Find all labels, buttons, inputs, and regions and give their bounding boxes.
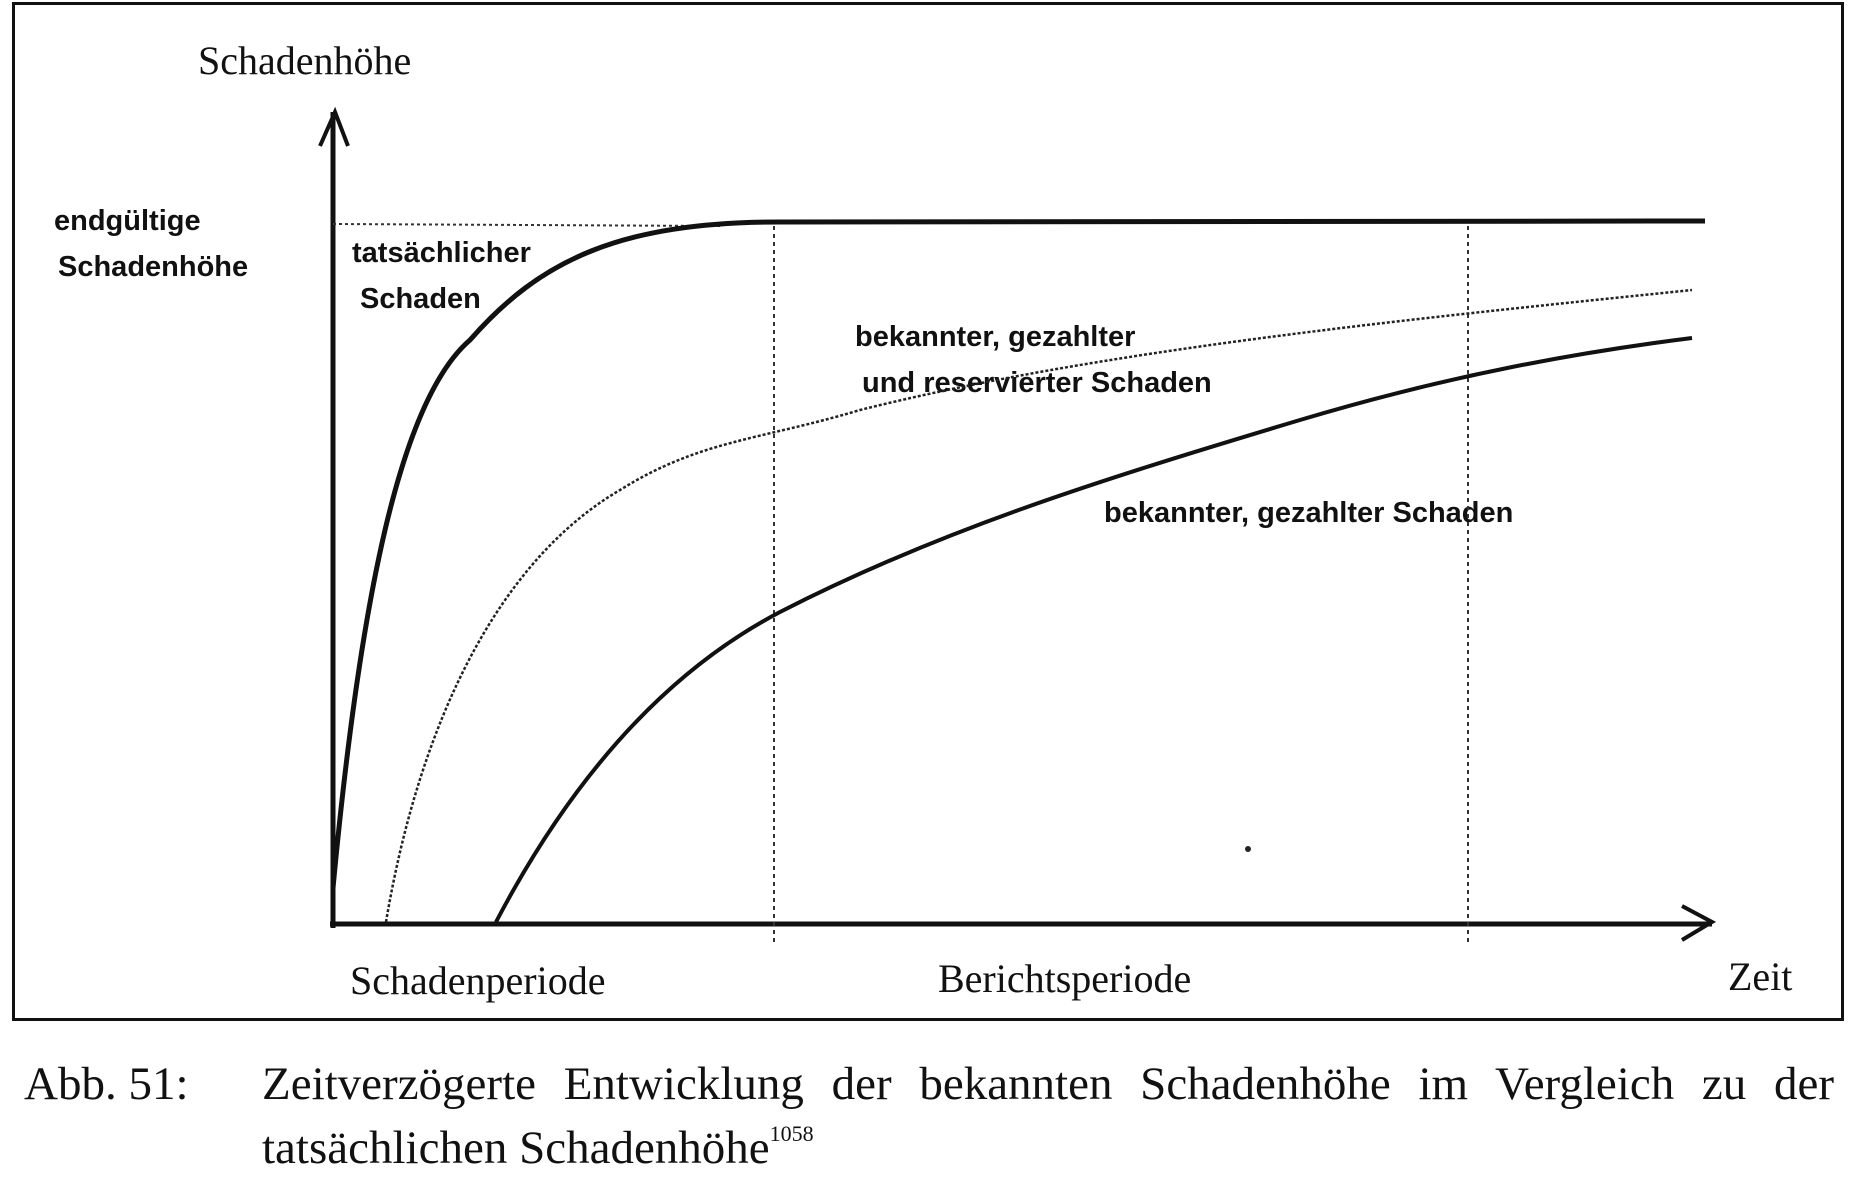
curve-reserved-label-line2: und reservierter Schaden [862, 367, 1212, 399]
y-axis-title: Schadenhöhe [198, 38, 412, 83]
curve-known-paid [496, 338, 1692, 922]
speck [1245, 846, 1251, 852]
caption-label: Abb. 51: [24, 1058, 189, 1110]
level-label-line2: Schadenhöhe [58, 251, 249, 283]
caption-text-block [262, 1052, 1834, 1180]
period-loss-label: Schadenperiode [350, 958, 606, 1003]
period-report-label: Berichtsperiode [938, 956, 1192, 1001]
curve-paid-label: bekannter, gezahlter Schaden [1104, 497, 1514, 529]
curve-actual-label-line2: Schaden [360, 283, 481, 315]
final-loss-level-line [333, 224, 720, 226]
curve-reserved-label-line1: bekannter, gezahlter [855, 321, 1136, 353]
caption-text: Zeitverzögerte Entwicklung der bekannten Schadenhöhe im Vergleich zu der tatsächlichen Schadenhöhe [262, 1058, 1834, 1174]
curve-actual-label-line1: tatsächlicher [352, 237, 531, 269]
level-label-line1: endgültige [54, 205, 201, 237]
x-axis-title: Zeit [1728, 954, 1793, 999]
caption-footnote: 1058 [769, 1121, 814, 1146]
